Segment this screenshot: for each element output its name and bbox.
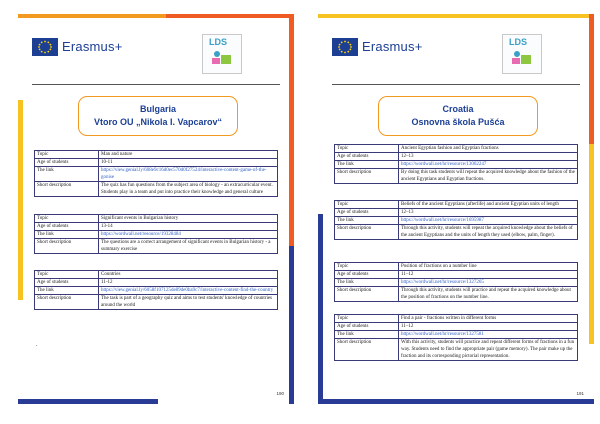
topic-value: Countries [99, 271, 278, 279]
eu-flag-icon [32, 38, 58, 56]
age-value: 11–12 [399, 271, 578, 279]
topic-value: Ancient Egyptian fashion and Egyptian fractions [399, 145, 578, 153]
lds-logo-art [511, 49, 533, 67]
border-left-yellow [18, 100, 23, 300]
resource-link[interactable]: https://wordwall.net/resource/19328484 [101, 232, 181, 237]
lds-logo-art [211, 49, 233, 67]
link-label: The link [35, 231, 99, 239]
link-label: The link [35, 287, 99, 295]
country-name: Bulgaria [139, 104, 176, 114]
age-value: 13-14 [99, 223, 278, 231]
country-title-box [378, 96, 538, 136]
border-right-blue [289, 246, 294, 404]
page-header [332, 34, 580, 82]
desc-label: Short description [35, 182, 99, 197]
topic-value: Find a pair - fractions written in different forms [399, 315, 578, 323]
lds-logo [202, 34, 242, 74]
resource-link[interactable]: https://wordwall.net/hr/resource/1695987 [401, 218, 484, 223]
topic-label: Topic [35, 271, 99, 279]
topic-label: Topic [35, 151, 99, 159]
age-value: 11–12 [399, 323, 578, 331]
border-left-blue [318, 214, 323, 404]
footnote-dot: . [36, 342, 38, 348]
desc-label: Short description [335, 287, 399, 302]
desc-value: Through this activity, students will practice and repeat the acquired knowledge about the position of fractions on the number line. [399, 287, 578, 302]
desc-value: The task is part of a geography quiz and aims to test students' knowledge of countries around the world [99, 295, 278, 310]
border-top-orange [18, 14, 166, 18]
topic-value: Significant events in Bulgarian history [99, 215, 278, 223]
desc-label: Short description [335, 225, 399, 240]
eu-flag-icon [332, 38, 358, 56]
border-right-red [289, 14, 294, 246]
desc-label: Short description [35, 295, 99, 310]
desc-value: With this activity, students will practice and repeat different forms of fractions in a fun way. Students need to find the appropriate pair (game memory). The pair make up the fraction and its corresponding pictorial representation. [399, 339, 578, 361]
border-top-yellow [318, 14, 466, 18]
age-value: 12–13 [399, 209, 578, 217]
resource-table [34, 150, 278, 197]
page-number: 191 [576, 391, 584, 396]
border-right-red [589, 14, 594, 144]
desc-value: The questions are a correct arrangement of significant events in Bulgarian history - a summary exercise [99, 239, 278, 254]
resource-link[interactable]: https://wordwall.net/hr/resource/1327581 [401, 332, 484, 337]
page-left [18, 14, 294, 404]
resource-link[interactable]: https://view.genial.ly/6058f107125de89de0ba9c7/interactive-content-find-the-country [101, 288, 274, 293]
topic-label: Topic [35, 215, 99, 223]
topic-value: Man and nature [99, 151, 278, 159]
resource-table [334, 144, 578, 184]
header-divider [32, 84, 280, 85]
header-divider [332, 84, 580, 85]
border-right-yellow [589, 144, 594, 344]
school-name: Osnovna škola Pušća [411, 117, 505, 127]
link-label: The link [335, 161, 399, 169]
border-bottom-blue [318, 399, 594, 404]
country-name: Croatia [442, 104, 474, 114]
age-label: Age of students [335, 271, 399, 279]
topic-label: Topic [335, 201, 399, 209]
page-header [32, 34, 280, 82]
age-value: 10-11 [99, 159, 278, 167]
page-right [318, 14, 594, 404]
lds-logo-text: LDS [509, 37, 527, 47]
lds-logo-text: LDS [209, 37, 227, 47]
topic-value: Position of fractions on a number line [399, 263, 578, 271]
desc-label: Short description [335, 169, 399, 184]
topic-label: Topic [335, 315, 399, 323]
age-label: Age of students [335, 153, 399, 161]
lds-logo [502, 34, 542, 74]
border-top-yellow-2 [466, 14, 594, 18]
country-title-box [78, 96, 238, 136]
desc-value: The quiz has fun questions from the subject area of biology - an extracurricular event. Students play in a team and put into practice their knowledge and general culture [99, 182, 278, 197]
age-label: Age of students [335, 209, 399, 217]
desc-label: Short description [335, 339, 399, 361]
resource-table [34, 270, 278, 310]
topic-value: Beliefs of the ancient Egyptians (afterlife) and ancient Egyptian units of length [399, 201, 578, 209]
age-label: Age of students [35, 159, 99, 167]
resource-table [34, 214, 278, 254]
desc-value: By doing this task students will repeat the acquired knowledge about the fashion of the ancient Egyptians and Egyptian fractions. [399, 169, 578, 184]
resource-link[interactable]: https://view.genial.ly/608e9c16d0ec570d0f27524/interactive-content-game-of-the-gonise [101, 168, 267, 180]
erasmus-logo-text: Erasmus+ [362, 39, 423, 54]
topic-label: Topic [335, 263, 399, 271]
resource-link[interactable]: https://wordwall.net/hr/resource/1327265 [401, 280, 484, 285]
border-top-red [166, 14, 294, 18]
link-label: The link [335, 331, 399, 339]
link-label: The link [35, 167, 99, 182]
resource-table [334, 200, 578, 240]
border-bottom-blue [18, 399, 158, 404]
age-value: 12–13 [399, 153, 578, 161]
page-number: 190 [276, 391, 284, 396]
desc-label: Short description [35, 239, 99, 254]
age-label: Age of students [35, 279, 99, 287]
desc-value: Through this activity, students will repeat the acquired knowledge about the beliefs of the ancient Egyptians and the units of length they used (elbow, palm, finger). [399, 225, 578, 240]
link-label: The link [335, 279, 399, 287]
school-name: Vtoro OU „Nikola I. Vapcarov“ [93, 117, 223, 127]
age-label: Age of students [335, 323, 399, 331]
age-value: 11-12 [99, 279, 278, 287]
topic-label: Topic [335, 145, 399, 153]
resource-table [334, 314, 578, 361]
resource-table [334, 262, 578, 302]
erasmus-logo-text: Erasmus+ [62, 39, 123, 54]
resource-link[interactable]: https://wordwall.net/hr/resource/13002247 [401, 162, 487, 167]
age-label: Age of students [35, 223, 99, 231]
link-label: The link [335, 217, 399, 225]
